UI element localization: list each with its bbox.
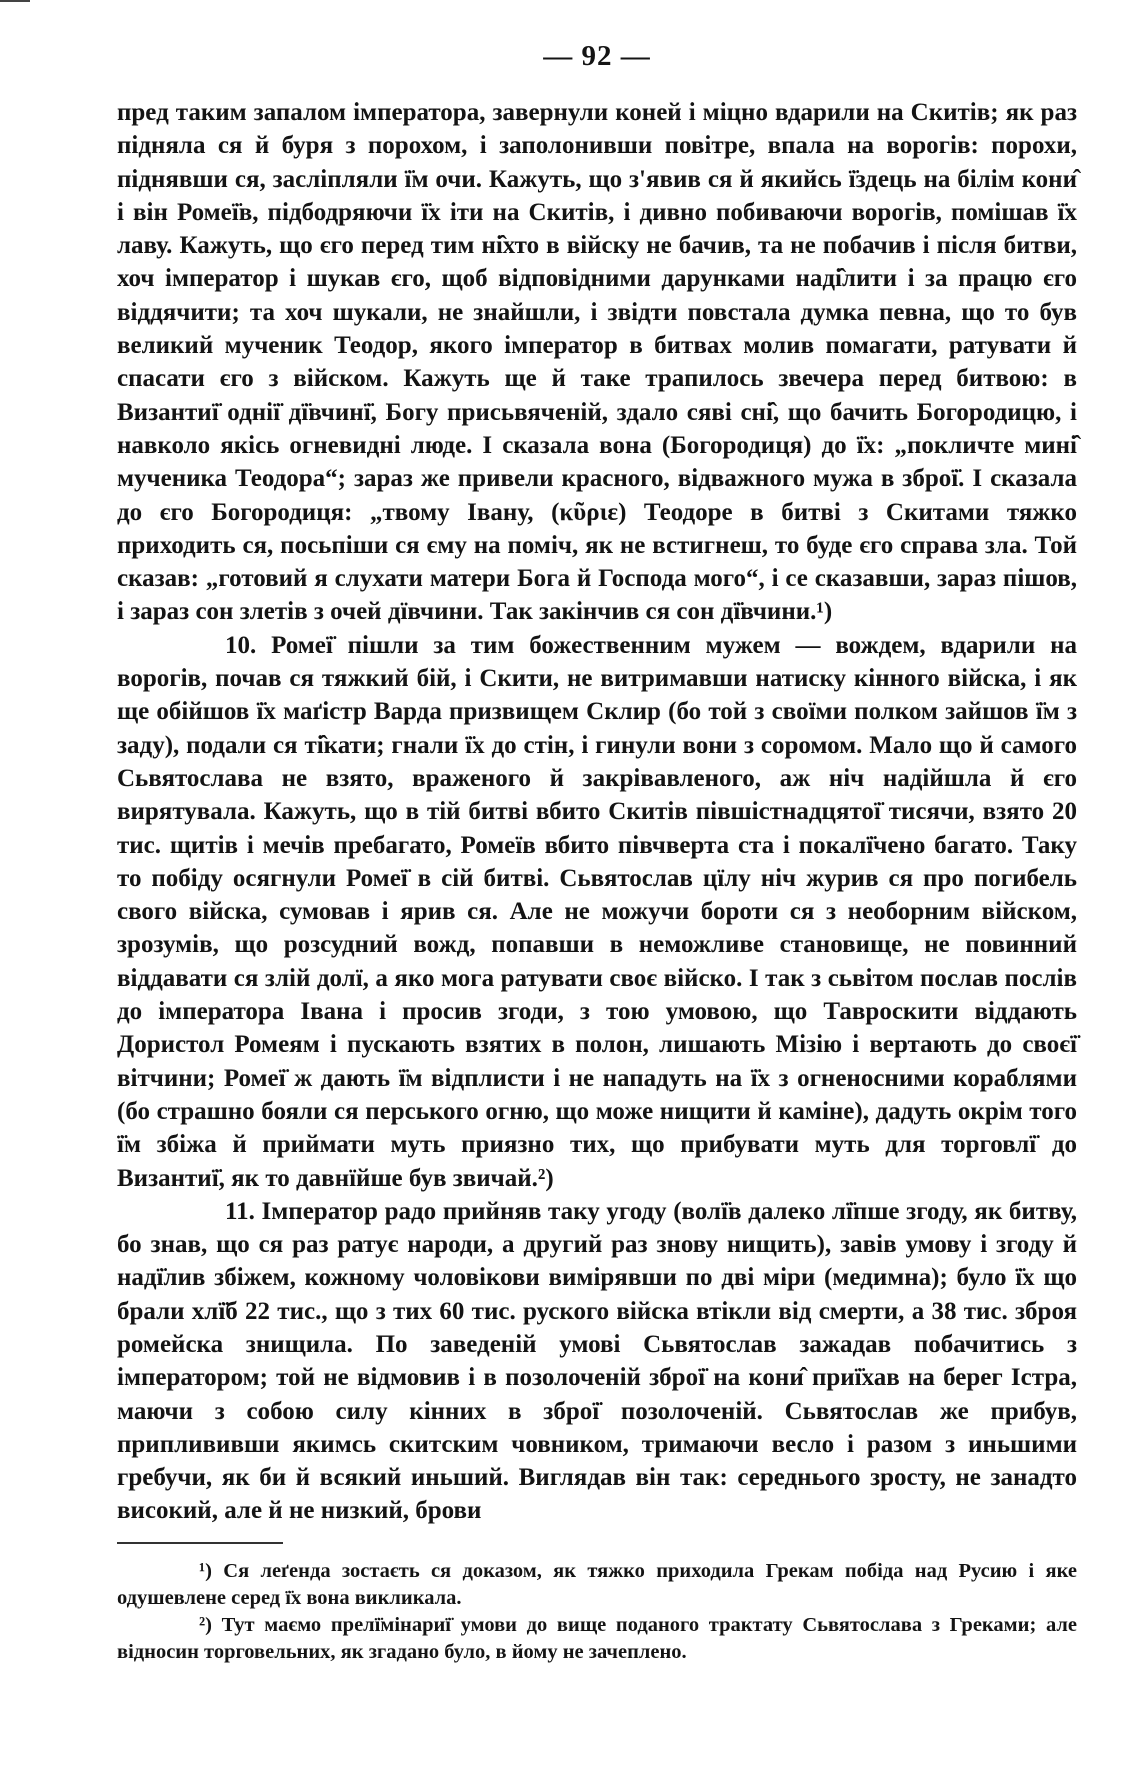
footnote-1: ¹) Ся леґенда зостаєть ся доказом, як тяжко приходила Грекам побіда над Русию і яке одушевлене серед ї̈х вона викликала. [117, 1559, 1077, 1609]
paragraph-11: 11. Імператор радо прийняв таку угоду (волї̈в далеко лї̈пше згоду, як битву, бо знав, що ся раз ратує народи, а другий раз знову нищить), завів умову і згоду й надї̈лив збіжем, кожному чоловікови вимірявши по дві міри (медимна); було ї̈х що брали хлї̈б 22 тис., що з тих 60 тис. руского війска втікли від смерти, а 38 тис. зброя ромейска знищила. По заведеній умові Сьвятослав зажадав побачитись з імператором; той не відмовив і в позолоченій зброї̈ на кони̂ приї̈хав на берег Істра, маючи з собою силу кінних в зброї̈ позолоченій. Сьвятослав же прибув, приплививши якимсь скитским човником, тримаючи весло і разом з иньшими гребучи, як би й всякий иньший. Виглядав він так: середнього зросту, не занадто високий, але й не низкий, брови [117, 1197, 1077, 1525]
page-number: — 92 — [543, 40, 651, 72]
top-edge-rule [0, 0, 30, 2]
paragraph-10: 10. Ромеї̈ пішли за тим божественним мужем — вождем, вдарили на ворогів, почав ся тяжкий бій, і Скити, не витримавши натиску кінного війска, і як ще обійшов ї̈х маґістр Варда призвищем Склир (бо той з своїми полком зайшов ї̈м з заду), подали ся ті̂кати; гнали ї̈х до стін, і гинули вони з соромом. Мало що й самого Сьвятослава не взято, враженого й закрівавленого, аж ніч надійшла й єго вирятувала. Кажуть, що в тій битві вбито Скитів півшістнадцятої̈ тисячи, взято 20 тис. щитів і мечів пребагато, Ромеїв вбито півчверта ста і покалї̈чено багато. Таку то побіду осягнули Ромеї̈ в сій битві. Сьвятослав цїлу ніч журив ся про погибель свого війска, сумовав і ярив ся. Але не можучи бороти ся з необорним війском, зрозумів, що розсудний вожд, попавши в неможливе становище, не повинний віддавати ся злій долї, а яко мога ратувати своє війско. І так з сьвітом послав послів до імператора Івана і просив згоди, з тою умовою, що Тавроскити віддають Дористол Ромеям і пускають взятих в полон, лишають Мізію і вертають до своєї̈ вітчини; Ромеї̈ ж дають ї̈м відплисти і не нападуть на ї̈х з огненосними кораблями (бо страшно бояли ся перського огню, що може нищити й каміне), дадуть окрім того ї̈м збіжа й приймати муть приязно тих, що прибувати муть для торговлї̈ до Византиї̈, як то давнїйше був звичай.²) [117, 631, 1077, 1192]
paragraph-continuation: пред таким запалом імператора, завернули коней і міцно вдарили на Скитів; як раз підняла ся й буря з порохом, і заполонивши повітре, впала на ворогів: порохи, піднявши ся, засліпляли ї̈м очи. Кажуть, що з'явив ся й якийсь ї̈здець на білім кони̂ і він Ромеї̈в, підбодряючи ї̈х іти на Скитів, і дивно побиваючи ворогів, помішав ї̈х лаву. Кажуть, що єго перед тим ні̂хто в війску не бачив, та не побачив і після битви, хоч імператор і шукав єго, щоб відповідними дарунками наді̂лити і за працю єго віддячити; та хоч шукали, не знайшли, і звідти повстала думка певна, що то був великий мученик Теодор, якого імператор в битвах молив помагати, ратувати й спасати єго з війском. Кажуть ще й таке трапилось звечера перед битвою: в Византиї̈ однії̈ дї̈вчинї̈, Богу присьвяченій, здало сяві сні̂, що бачить Богородицю, і навколо якісь огневидні люде. І сказала вона (Богородиця) до ї̈х: „покличте мині̂ мученика Теодора“; зараз же привели красного, відважного мужа в зброї̈. І сказала до єго Богородиця: „твому Івану, (κῦριε) Теодоре в битві з Скитами тяжко приходить ся, посьпіши ся єму на поміч, як не встигнеш, то буде єго справа зла. Той сказав: „готовий я слухати матери Бога й Господа мого“, і се сказавши, зараз пішов, і зараз сон злетів з очей дївчини. Так закінчив ся сон дї̈вчини.¹) [117, 99, 1077, 626]
book-page [117, 36, 1077, 1666]
footnote-2: ²) Тут маємо прелї̈мінариї̈ умови до вище поданого трактату Сьвятослава з Греками; але відносин торговельних, як згадано було, в йому не зачеплено. [117, 1613, 1077, 1663]
footnote-divider [117, 1542, 283, 1544]
